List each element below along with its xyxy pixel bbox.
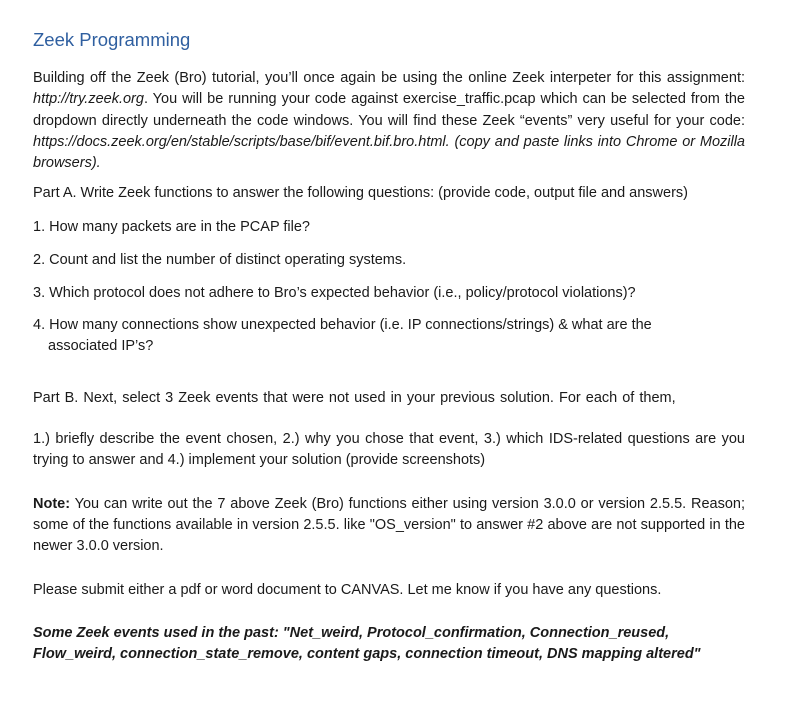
event-docs-link[interactable]: https://docs.zeek.org/en/stable/scripts/base/bif/event.bif.bro.html. [33,133,450,150]
part-b-steps: 1.) briefly describe the event chosen, 2.) why you chose that event, 3.) which IDS-related questions are you trying to answer and 4.) implement your solution (provide screenshots) [33,431,745,469]
question-3: 3. Which protocol does not adhere to Bro’s expected behavior (i.e., policy/protocol violations)? [33,284,636,301]
page-title: Zeek Programming [33,29,191,50]
intro-text-2: . You will be running your code against exercise_traffic.pcap which can be selected from the dropdown directly underneath the code windows. You will find these Zeek “events” very useful for your code: [33,91,745,129]
submit-instructions: Please submit either a pdf or word document to CANVAS. Let me know if you have any questions. [33,581,662,598]
note-paragraph [33,494,745,558]
past-events-list: Some Zeek events used in the past: "Net_weird, Protocol_confirmation, Connection_reused, Flow_weird, connection_state_remove, content gaps, connection timeout, DNS mapping altered" [33,624,701,663]
intro-paragraph [33,68,745,174]
question-1: 1. How many packets are in the PCAP file? [33,218,310,235]
part-b-heading: Part B. Next, select 3 Zeek events that were not used in your previous solution. For each of them, [33,389,676,406]
try-zeek-link[interactable]: http://try.zeek.org [33,91,144,108]
note-text: You can write out the 7 above Zeek (Bro) functions either using version 3.0.0 or version 2.5.5. Reason; some of the functions available in version 2.5.5. like "OS_version" to answer #2 above are not supported in the newer 3.0.0 version. [33,495,745,555]
intro-text-1: Building off the Zeek (Bro) tutorial, you’ll once again be using the online Zeek interpeter for this assignment: [33,70,745,86]
part-a-heading: Part A. Write Zeek functions to answer the following questions: (provide code, output file and answers) [33,185,688,202]
question-4: 4. How many connections show unexpected behavior (i.e. IP connections/strings) & what are the associated IP’s? [33,316,652,354]
copy-links-note: (copy and paste links into Chrome or Mozilla browsers). [33,133,745,172]
question-2: 2. Count and list the number of distinct operating systems. [33,251,407,268]
note-label: Note: [33,495,71,512]
document-page [33,28,745,665]
